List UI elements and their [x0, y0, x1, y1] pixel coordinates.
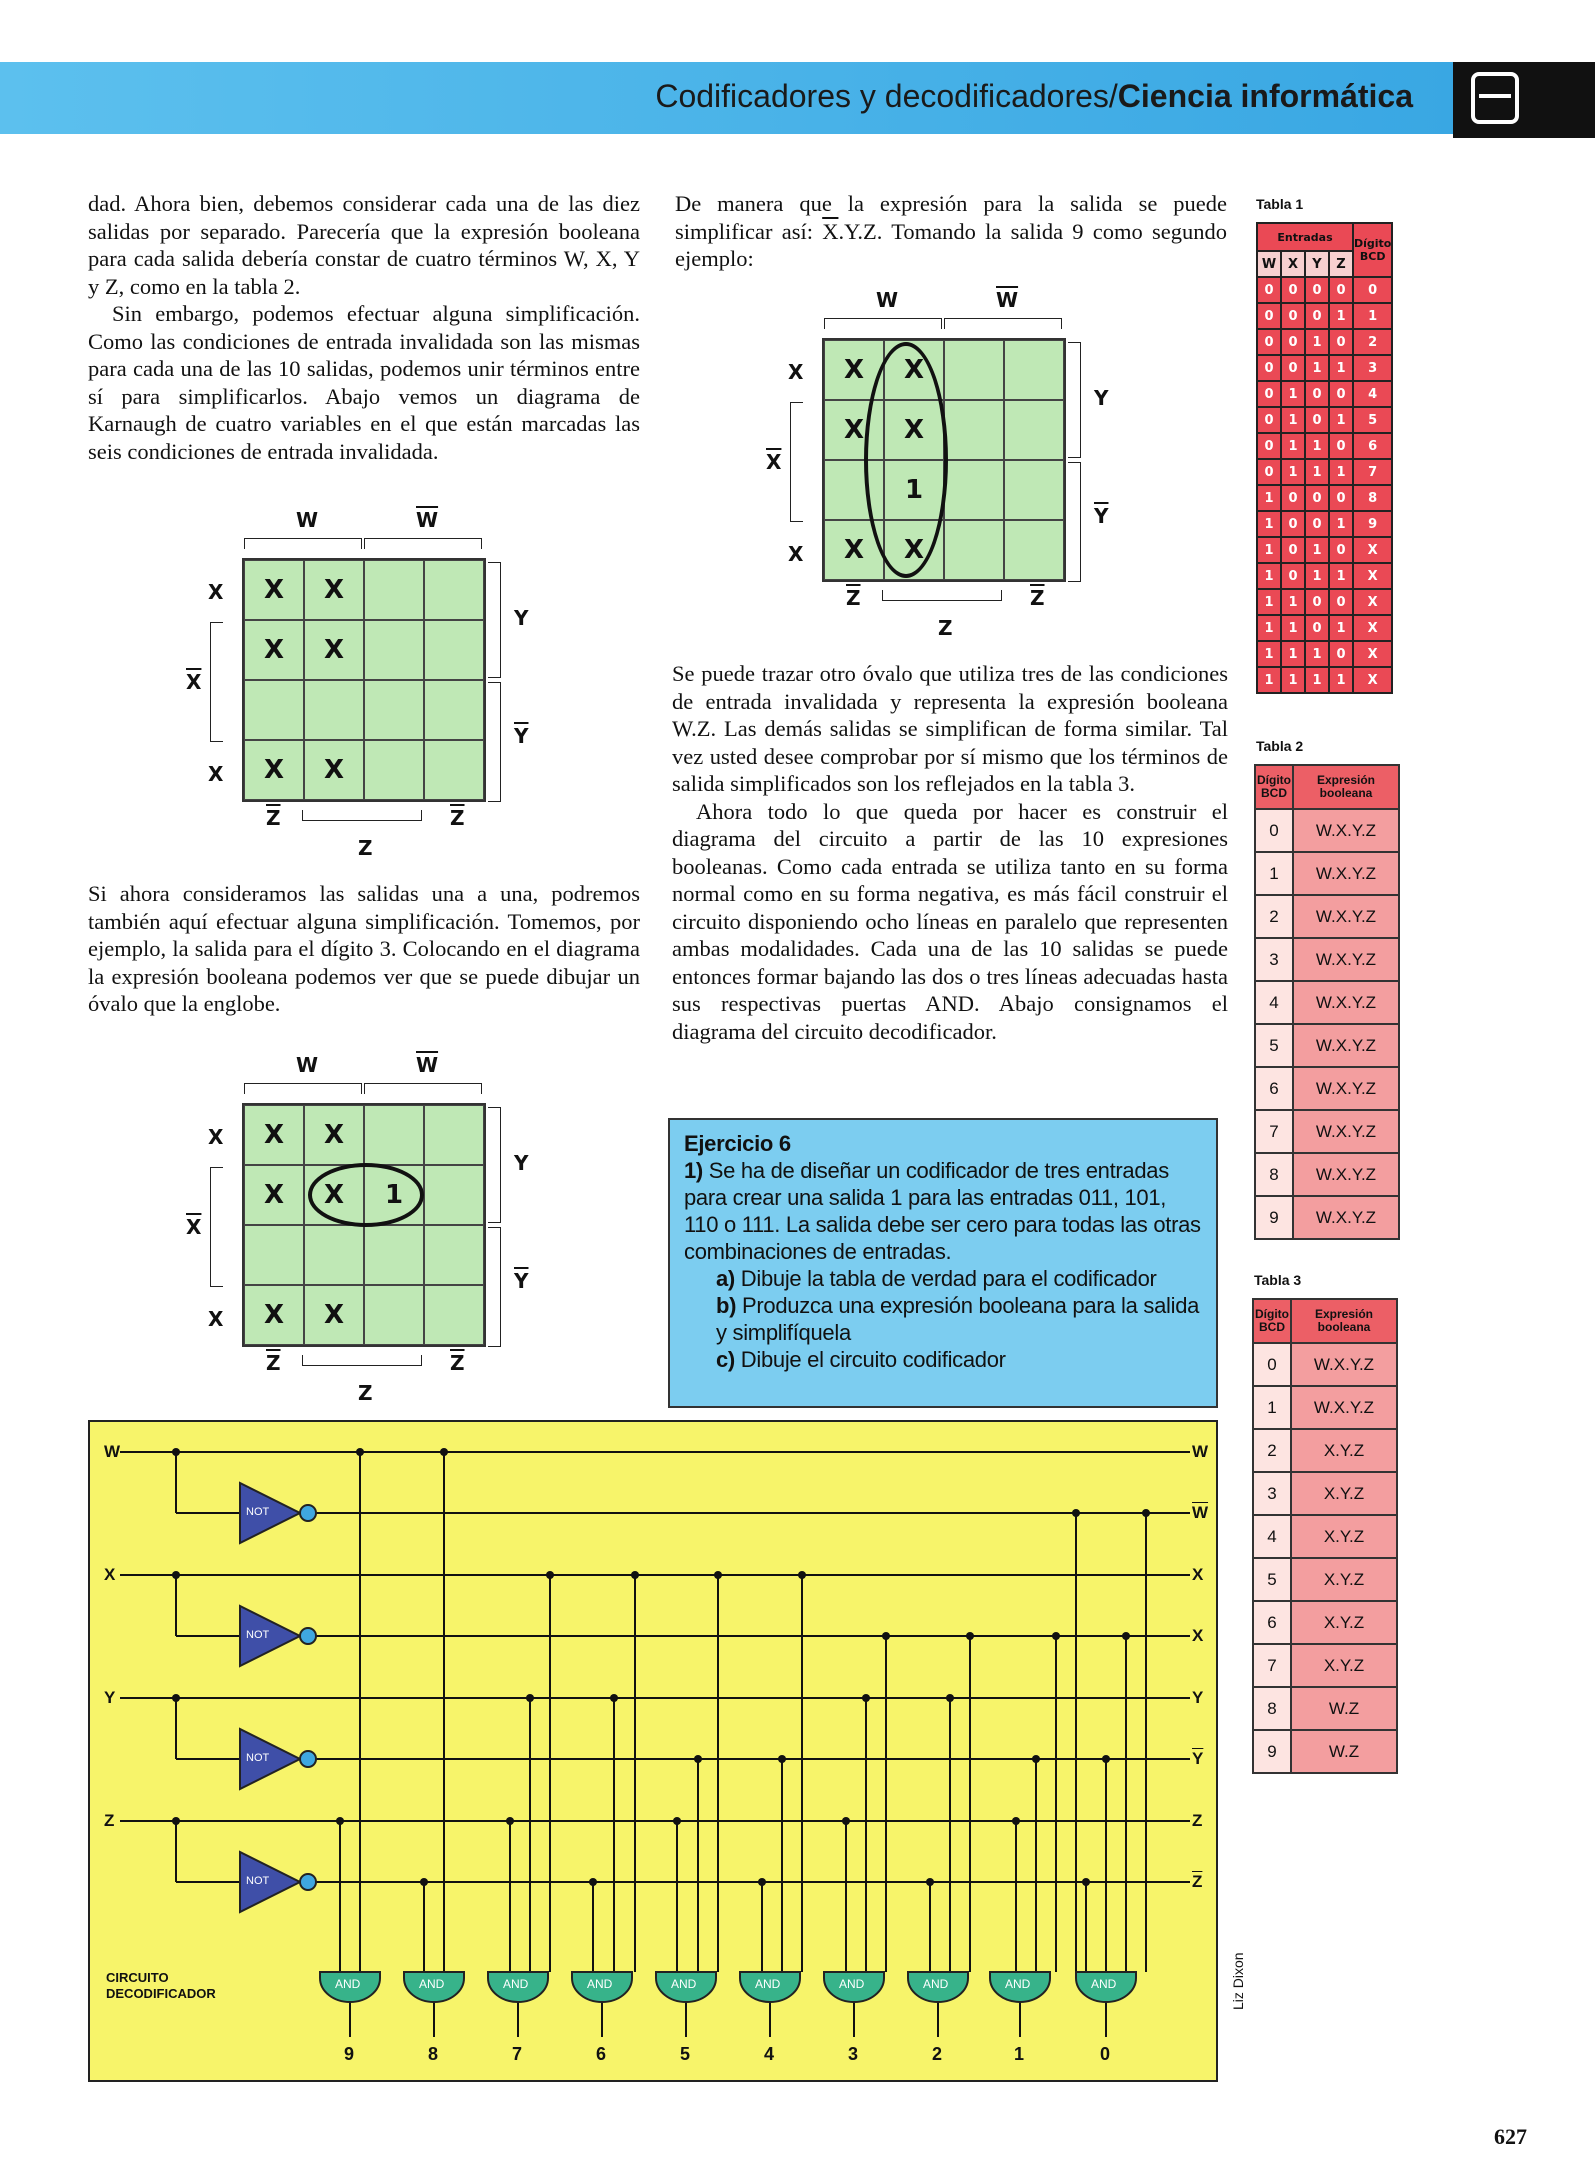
kmap-cell: X [304, 560, 364, 620]
karnaugh-map-2: W $\overline{W}$ X X X X 1 X X X $\overline{X}$ X Y $\overline{Y}$ $\overline{Z}$ $\overline{Z}$ Z [186, 1053, 529, 1405]
kmap1-wbar-label: $\overline{W}$ [416, 508, 439, 532]
kmap-cell [304, 680, 364, 740]
illustrator-credit: Liz Dixon [1230, 1952, 1246, 2010]
kmap-cell [1004, 520, 1064, 580]
table2-title: Tabla 2 [1256, 738, 1304, 754]
table-row: 4 W.X.Y.Z [1255, 981, 1399, 1024]
kmap-cell [424, 1285, 484, 1345]
table-row: 2 W.X.Y.Z [1255, 895, 1399, 938]
kmap-cell: X [824, 340, 884, 400]
decoder-circuit [88, 1420, 1218, 2082]
circuit-output-2: 2 [932, 2044, 943, 2064]
page-number: 627 [1494, 2124, 1527, 2149]
kmap-cell: X [244, 620, 304, 680]
kmap-cell [424, 1225, 484, 1285]
exercise-item-c: c) Dibuje el circuito codificador [716, 1347, 1006, 1372]
table-row: 8 W.X.Y.Z [1255, 1153, 1399, 1196]
kmap-cell: X [304, 1105, 364, 1165]
kmap1-w-label: W [296, 508, 319, 532]
kmap-cell [364, 1285, 424, 1345]
table-row: 0 1 1 1 7 [1257, 459, 1392, 485]
header-title-bold: Ciencia informática [1117, 78, 1413, 114]
kmap-cell [944, 520, 1004, 580]
header-title-plain: Codificadores y decodificadores/ [655, 78, 1118, 114]
circuit-line-w: W [1192, 1442, 1209, 1461]
kmap-cell: X [304, 620, 364, 680]
circuit-line-wbar: $\overline{W}$ [1192, 1503, 1209, 1522]
table-row: 1 0 1 0 X [1257, 537, 1392, 563]
kmap-cell [424, 740, 484, 800]
not-gate-label: NOT [246, 1875, 270, 1887]
circuit-output-0: 0 [1100, 2044, 1111, 2064]
kmap-cell: X [244, 1165, 304, 1225]
circuit-input-z: Z [104, 1811, 115, 1830]
table-row: 0 W.X.Y.Z [1255, 809, 1399, 852]
kmap-cell [364, 620, 424, 680]
and-gate-label: AND [419, 1977, 445, 1991]
kmap-cell [424, 680, 484, 740]
table-row: 0 1 1 0 6 [1257, 433, 1392, 459]
not-gate-label: NOT [246, 1506, 270, 1518]
exercise-item-a: a) Dibuje la tabla de verdad para el codificador [716, 1266, 1157, 1291]
col2-paragraph-1: De manera que la expresión para la salida se puede simplificar así: $\overline{X}.Y.Z$. Tomando la salida 9 como segundo ejemplo: [675, 191, 1228, 271]
and-gate-label: AND [503, 1977, 529, 1991]
kmap-cell: X [884, 340, 944, 400]
kmap-cell [1004, 460, 1064, 520]
table-row: 5 W.X.Y.Z [1255, 1024, 1399, 1067]
and-gate-label: AND [587, 1977, 613, 1991]
kmap-cell: X [884, 520, 944, 580]
table1-head-digit: Dígito BCD [1353, 223, 1392, 277]
kmap-cell [944, 340, 1004, 400]
kmap3-wbar-label: $\overline{W}$ [996, 288, 1019, 312]
table-row: 3 X.Y.Z [1253, 1472, 1397, 1515]
header-title [655, 78, 1413, 115]
exercise-text: 1) Se ha de diseñar un codificador de tres entradas para crear una salida 1 para las entradas 011, 101, 110 o 111. La salida debe ser cero para todas las otras combinaciones de entradas. [684, 1158, 1201, 1264]
table-row: 1 1 0 0 X [1257, 589, 1392, 615]
table-row: 7 X.Y.Z [1253, 1644, 1397, 1687]
kmap-cell: X [244, 740, 304, 800]
table-row: 4 X.Y.Z [1253, 1515, 1397, 1558]
kmap2-wbar-label: $\overline{W}$ [416, 1053, 439, 1077]
table-row: 0 0 0 1 1 [1257, 303, 1392, 329]
table-row: 1 W.X.Y.Z [1255, 852, 1399, 895]
circuit-line-z: Z [1192, 1811, 1203, 1830]
kmap-cell: X [304, 1165, 364, 1225]
kmap3-oval [864, 342, 948, 578]
and-gate-label: AND [335, 1977, 361, 1991]
circuit-line-x: X [1192, 1565, 1204, 1584]
kmap-cell [944, 400, 1004, 460]
col2-paragraph-2: Se puede trazar otro óvalo que utiliza tres de las condiciones de entrada invalidada y representa la expresión booleana W.Z. Las demás salidas se simplifican de forma similar. Tal vez usted desee comprobar por sí mismo que los términos de salida simplificados son los reflejados en la tabla 3. [672, 661, 1228, 796]
table-row: 0 1 0 0 4 [1257, 381, 1392, 407]
kmap-cell [424, 1105, 484, 1165]
kmap-cell: 1 [884, 460, 944, 520]
table1-head-inputs: Entradas [1257, 223, 1353, 251]
kmap-cell [364, 1105, 424, 1165]
table-row: 6 W.X.Y.Z [1255, 1067, 1399, 1110]
table-row: 1 1 1 1 X [1257, 667, 1392, 693]
circuit-line-zbar: $\overline{Z}$ [1192, 1872, 1203, 1891]
kmap-cell [364, 1225, 424, 1285]
circuit-line-xbar: X [1192, 1626, 1204, 1645]
kmap-cell [304, 1225, 364, 1285]
and-gate-label: AND [671, 1977, 697, 1991]
karnaugh-map-1: W $\overline{W}$ X X X X X X X $\overline{X}$ X Y $\overline{Y}$ $\overline{Z}$ $\overline{Z}$ Z [186, 508, 529, 860]
and-gate-label: AND [1091, 1977, 1117, 1991]
table-row: 0 W.X.Y.Z [1253, 1343, 1397, 1386]
table1: Entradas Dígito BCD W X Y Z 0 0 0 0 0 0 0 0 1 1 0 0 1 0 2 0 0 1 1 3 0 1 0 0 4 0 1 0 1 5 0 1 1 0 6 0 1 1 1 7 1 0 0 0 8 1 0 0 1 9 1 0 1 0 X 1 0 1 1 X 1 1 0 0 X 1 1 0 1 X 1 1 1 0 X 1 1 1 1 X [1256, 222, 1393, 694]
circuit-input-w: W [104, 1442, 121, 1461]
exercise-title: Ejercicio 6 [684, 1131, 791, 1156]
circuit-line-y: Y [1192, 1688, 1204, 1707]
kmap-cell [424, 620, 484, 680]
kmap1-grid [242, 558, 486, 802]
circuit-output-4: 4 [764, 2044, 775, 2064]
table-row: 1 0 0 1 9 [1257, 511, 1392, 537]
table-row: 1 1 0 1 X [1257, 615, 1392, 641]
kmap-cell [364, 560, 424, 620]
table-row: 5 X.Y.Z [1253, 1558, 1397, 1601]
table-row: 7 W.X.Y.Z [1255, 1110, 1399, 1153]
table-row: 1 0 0 0 8 [1257, 485, 1392, 511]
table-row: 3 W.X.Y.Z [1255, 938, 1399, 981]
col1-paragraph-1: dad. Ahora bien, debemos considerar cada una de las diez salidas por separado. Parecería que la expresión booleana para cada salida debería constar de cuatro términos W, X, Y y Z, como en la tabla 2. [88, 191, 640, 299]
kmap-cell [1004, 400, 1064, 460]
table-row: 8 W.Z [1253, 1687, 1397, 1730]
table-row: 0 0 0 0 0 [1257, 277, 1392, 303]
col2-text-2 [672, 660, 1228, 1045]
circuit-caption: CIRCUITO DECODIFICADOR [106, 1970, 216, 2001]
kmap-cell: X [244, 560, 304, 620]
kmap-cell: X [244, 1105, 304, 1165]
kmap-cell: X [884, 400, 944, 460]
exercise-box [668, 1118, 1218, 1408]
kmap-cell [364, 680, 424, 740]
col1-paragraph-3: Si ahora consideramos las salidas una a una, podremos también aquí efectuar alguna simplificación. Tomemos, por ejemplo, la salida para el dígito 3. Colocando en el diagrama la expresión booleana podemos ver que se puede dibujar un óvalo que la englobe. [88, 881, 640, 1016]
and-gate-label: AND [923, 1977, 949, 1991]
kmap-cell [424, 1165, 484, 1225]
kmap-cell: X [824, 520, 884, 580]
kmap-cell: X [244, 1285, 304, 1345]
table-row: 1 0 1 1 X [1257, 563, 1392, 589]
table1-title: Tabla 1 [1256, 196, 1304, 212]
kmap-cell [364, 740, 424, 800]
table2: Dígito BCD Expresión booleana 0 W.X.Y.Z 1 W.X.Y.Z 2 W.X.Y.Z 3 W.X.Y.Z 4 W.X.Y.Z 5 W.X.Y.Z 6 W.X.Y.Z 7 W.X.Y.Z 8 W.X.Y.Z 9 W.X.Y.Z [1254, 764, 1400, 1240]
circuit-output-6: 6 [596, 2044, 607, 2064]
table-row: 1 W.X.Y.Z [1253, 1386, 1397, 1429]
table3-title: Tabla 3 [1254, 1272, 1302, 1288]
table-row: 9 W.Z [1253, 1730, 1397, 1773]
circuit-output-8: 8 [428, 2044, 439, 2064]
kmap-cell [424, 560, 484, 620]
and-gate-label: AND [755, 1977, 781, 1991]
col2-text [675, 190, 1227, 273]
table-row: 0 0 1 1 3 [1257, 355, 1392, 381]
not-gate-label: NOT [246, 1752, 270, 1764]
kmap-cell [244, 680, 304, 740]
circuit-input-x: X [104, 1565, 116, 1584]
kmap-cell [944, 460, 1004, 520]
decoder-circuit-svg [90, 1422, 1216, 2080]
circuit-output-9: 9 [344, 2044, 355, 2064]
table-row: 9 W.X.Y.Z [1255, 1196, 1399, 1239]
table-row: 6 X.Y.Z [1253, 1601, 1397, 1644]
col1-paragraph-2: Sin embargo, podemos efectuar alguna simplificación. Como las condiciones de entrada invalidada son las mismas para cada una de las 10 salidas, podemos unir términos entre sí para simplificarlos. Abajo vemos un diagrama de Karnaugh de cuatro variables en el que están marcadas las seis condiciones de entrada invalidada. [88, 301, 640, 464]
table3: Dígito BCD Expresión booleana 0 W.X.Y.Z 1 W.X.Y.Z 2 X.Y.Z 3 X.Y.Z 4 X.Y.Z 5 X.Y.Z 6 X.Y.Z 7 X.Y.Z 8 W.Z 9 W.Z [1252, 1298, 1398, 1774]
circuit-output-7: 7 [512, 2044, 523, 2064]
section-logo-icon [1453, 62, 1595, 138]
circuit-output-3: 3 [848, 2044, 859, 2064]
kmap-cell [244, 1225, 304, 1285]
kmap-cell: X [304, 740, 364, 800]
table-row: 1 1 1 0 X [1257, 641, 1392, 667]
circuit-input-y: Y [104, 1688, 116, 1707]
table-row: 0 0 1 0 2 [1257, 329, 1392, 355]
circuit-output-5: 5 [680, 2044, 691, 2064]
kmap-cell: 1 [364, 1165, 424, 1225]
kmap-cell [1004, 340, 1064, 400]
header-bar [0, 62, 1453, 134]
circuit-line-ybar: $\overline{Y}$ [1192, 1749, 1204, 1768]
col1-text [88, 190, 640, 465]
kmap2-oval [308, 1163, 424, 1227]
table-row: 2 X.Y.Z [1253, 1429, 1397, 1472]
circuit-output-1: 1 [1014, 2044, 1025, 2064]
and-gate-label: AND [839, 1977, 865, 1991]
kmap-cell: X [824, 400, 884, 460]
not-gate-label: NOT [246, 1629, 270, 1641]
col1-text-2 [88, 880, 640, 1018]
table-row: 0 1 0 1 5 [1257, 407, 1392, 433]
kmap2-w-label: W [296, 1053, 319, 1077]
kmap3-w-label: W [876, 288, 899, 312]
kmap-cell: X [304, 1285, 364, 1345]
and-gate-label: AND [1005, 1977, 1031, 1991]
exercise-item-b: b) Produzca una expresión booleana para la salida y simplifíquela [716, 1293, 1200, 1345]
karnaugh-map-3: W $\overline{W}$ X X X X 1 X X X $\overline{X}$ X Y $\overline{Y}$ $\overline{Z}$ $\overline{Z}$ Z [766, 288, 1109, 640]
col2-paragraph-3: Ahora todo lo que queda por hacer es construir el diagrama del circuito a partir de las 10 expresiones booleanas. Como cada entrada se utiliza tanto en su forma normal como en su forma negativa, es más fácil construir el circuito disponiendo ocho líneas en paralelo que representen ambas modalidades. Cada una de las 10 salidas se puede entonces formar bajando las dos o tres líneas adecuadas hasta sus respectivas puertas AND. Abajo consignamos el diagrama del circuito decodificador. [672, 798, 1228, 1044]
